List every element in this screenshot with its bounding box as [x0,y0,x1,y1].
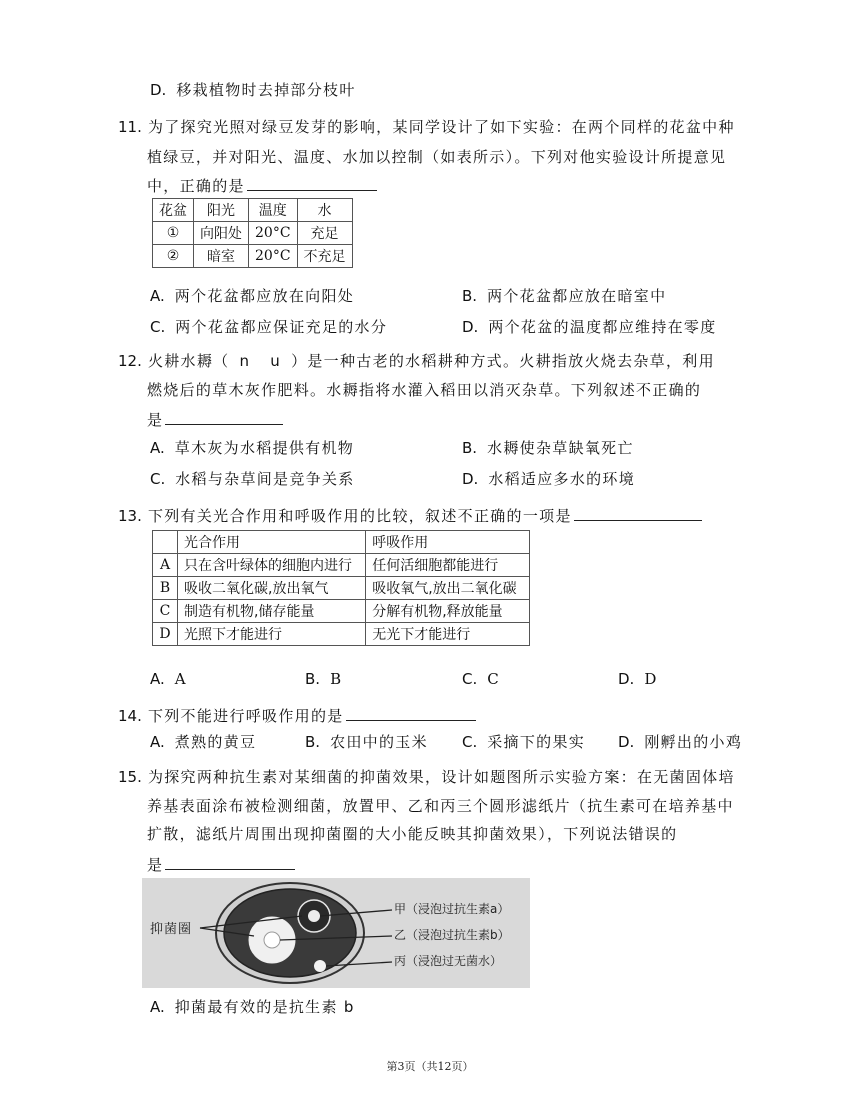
table-cell: 暗室 [194,245,249,268]
filter-disc-bing [314,960,326,972]
q15-line-3 [147,823,677,845]
q12-line-3 [147,407,283,431]
question-number: 15. [118,768,142,786]
q13-option-d[interactable] [618,668,658,690]
table-cell: 吸收二氧化碳,放出氧气 [178,577,366,600]
question-text: 植绿豆，并对阳光、温度、水加以控制（如表所示）。下列对他实验设计所提意见 [147,148,727,166]
q12-option-c[interactable] [150,468,355,490]
option-text: 移栽植物时去掉部分枝叶 [176,81,356,99]
q15-line-2 [147,795,734,817]
table-header: 光合作用 [178,531,366,554]
option-text: 两个花盆都应放在暗室中 [487,287,667,305]
question-number: 13. [118,507,142,525]
option-text: C [487,670,501,688]
option-label: D. [462,470,479,488]
option-text: 抑菌最有效的是抗生素 b [174,998,355,1016]
table-cell: 不充足 [297,245,352,268]
table-cell: D [153,623,178,646]
q10-option-d [150,79,356,101]
option-label: B. [462,287,478,305]
table-cell: C [153,600,178,623]
table-cell: ① [153,222,194,245]
option-text: 两个花盆都应保证充足的水分 [175,318,388,336]
table-header: 水 [297,199,352,222]
question-text: ）是一种古老的水稻耕种方式。火耕指放火烧去杂草，利用 [291,352,715,370]
option-label: B. [305,670,321,688]
option-text: 水耨使杂草缺氧死亡 [487,439,634,457]
option-label: D. [618,670,635,688]
q12-option-d[interactable] [462,468,635,490]
q14-option-b[interactable] [305,731,428,753]
question-text: 养基表面涂布被检测细菌，放置甲、乙和丙三个圆形滤纸片（抗生素可在培养基中 [147,797,734,815]
q13-option-b[interactable] [305,668,342,690]
answer-blank[interactable] [346,703,476,721]
label-bing: 丙（浸泡过无菌水） [394,954,503,968]
question-number: 14. [118,707,142,725]
table-header: 花盆 [153,199,194,222]
option-text: 采摘下的果实 [487,733,586,751]
option-text: 水稻与杂草间是竞争关系 [175,470,355,488]
table-row [153,623,530,646]
table-cell: 分解有机物,释放能量 [366,600,530,623]
label-jia: 甲（浸泡过抗生素a） [394,902,510,916]
table-cell: 20°C [249,245,298,268]
question-text: 扩散，滤纸片周围出现抑菌圈的大小能反映其抑菌效果），下列说法错误的 [147,825,678,843]
option-label: D. [462,318,479,336]
q15-line-1 [118,766,735,788]
q11-line-2 [147,146,726,168]
option-label: B. [462,439,478,457]
option-label: C. [150,470,166,488]
option-label: B. [305,733,321,751]
q14-option-a[interactable] [150,731,256,753]
q11-option-b[interactable] [462,285,666,307]
q11-option-a[interactable] [150,285,354,307]
q15-option-a[interactable] [150,996,355,1018]
q11-table [152,198,353,268]
table-cell: 无光下才能进行 [366,623,530,646]
q14-option-d[interactable] [618,731,742,753]
question-text: 燃烧后的草木灰作肥料。水耨指将水灌入稻田以消灭杂草。下列叙述不正确的 [147,381,702,399]
table-cell: 吸收氧气,放出二氧化碳 [366,577,530,600]
q11-line-1 [118,116,735,138]
question-text: 是 [147,411,164,429]
table-cell: 充足 [297,222,352,245]
question-number: 12. [118,352,142,370]
q12-line-2 [147,379,701,401]
table-cell: 光照下才能进行 [178,623,366,646]
q15-line-4 [147,852,295,876]
q14-line-1 [118,703,476,727]
filter-disc-yi [264,932,280,948]
option-text: B [330,670,343,688]
q12-option-a[interactable] [150,437,354,459]
table-cell: 20°C [249,222,298,245]
q13-table [152,530,530,646]
table-cell: B [153,577,178,600]
table-cell: 只在含叶绿体的细胞内进行 [178,554,366,577]
question-text: 为探究两种抗生素对某细菌的抑菌效果，设计如题图所示实验方案：在无菌固体培 [147,768,735,786]
table-header: 阳光 [194,199,249,222]
table-row [153,577,530,600]
table-cell: A [153,554,178,577]
q11-line-3 [147,173,377,197]
option-label: C. [462,733,478,751]
table-header-row [153,199,353,222]
question-text: 为了探究光照对绿豆发芽的影响，某同学设计了如下实验：在两个同样的花盆中种 [147,118,735,136]
option-label: D. [150,81,167,99]
question-text: 下列不能进行呼吸作用的是 [147,707,344,725]
table-row [153,222,353,245]
filter-disc-jia [308,910,320,922]
question-text: 是 [147,856,164,874]
table-row [153,554,530,577]
table-cell: ② [153,245,194,268]
option-label: A. [150,670,165,688]
petri-dish-figure [142,878,530,988]
page-footer: 第3页（共12页） [386,1060,474,1073]
table-cell: 任何活细胞都能进行 [366,554,530,577]
option-text: 农田中的玉米 [330,733,428,751]
table-cell: 向阳处 [194,222,249,245]
option-label: C. [150,318,166,336]
question-text: 火耕水耨（ [147,352,230,370]
option-text: 刚孵出的小鸡 [644,733,743,751]
answer-blank[interactable] [165,852,295,870]
option-label: D. [618,733,635,751]
table-header-row [153,531,530,554]
option-text: D [644,670,658,688]
option-text: 两个花盆的温度都应维持在零度 [488,318,717,336]
q13-option-a[interactable] [150,668,187,690]
question-text: 下列有关光合作用和呼吸作用的比较，叙述不正确的一项是 [147,507,572,525]
question-number: 11. [118,118,142,136]
question-text: 中，正确的是 [147,177,245,195]
q12-option-b[interactable] [462,437,634,459]
option-label: A. [150,287,165,305]
pinyin-text: u [270,352,282,370]
option-text: 两个花盆都应放在向阳处 [174,287,355,305]
table-header: 呼吸作用 [366,531,530,554]
table-header [153,531,178,554]
option-label: A. [150,439,165,457]
q14-option-c[interactable] [462,731,585,753]
pinyin-text: n [239,352,251,370]
table-header: 温度 [249,199,298,222]
option-text: 草木灰为水稻提供有机物 [174,439,355,457]
option-text: 煮熟的黄豆 [174,733,257,751]
option-text: 水稻适应多水的环境 [488,470,636,488]
table-row [153,600,530,623]
answer-blank[interactable] [574,503,702,521]
option-label: C. [462,670,478,688]
q11-option-d[interactable] [462,316,717,338]
answer-blank[interactable] [247,173,377,191]
label-yijunquan: 抑菌圈 [150,922,193,937]
table-cell: 制造有机物,储存能量 [178,600,366,623]
q12-line-1 [118,350,715,372]
option-label: A. [150,733,165,751]
option-label: A. [150,998,165,1016]
q11-option-c[interactable] [150,316,387,338]
answer-blank[interactable] [165,407,283,425]
option-text: A [174,670,187,688]
q13-line-1 [118,503,702,527]
label-yi: 乙（浸泡过抗生素b） [394,928,510,942]
q13-option-c[interactable] [462,668,500,690]
table-row [153,245,353,268]
